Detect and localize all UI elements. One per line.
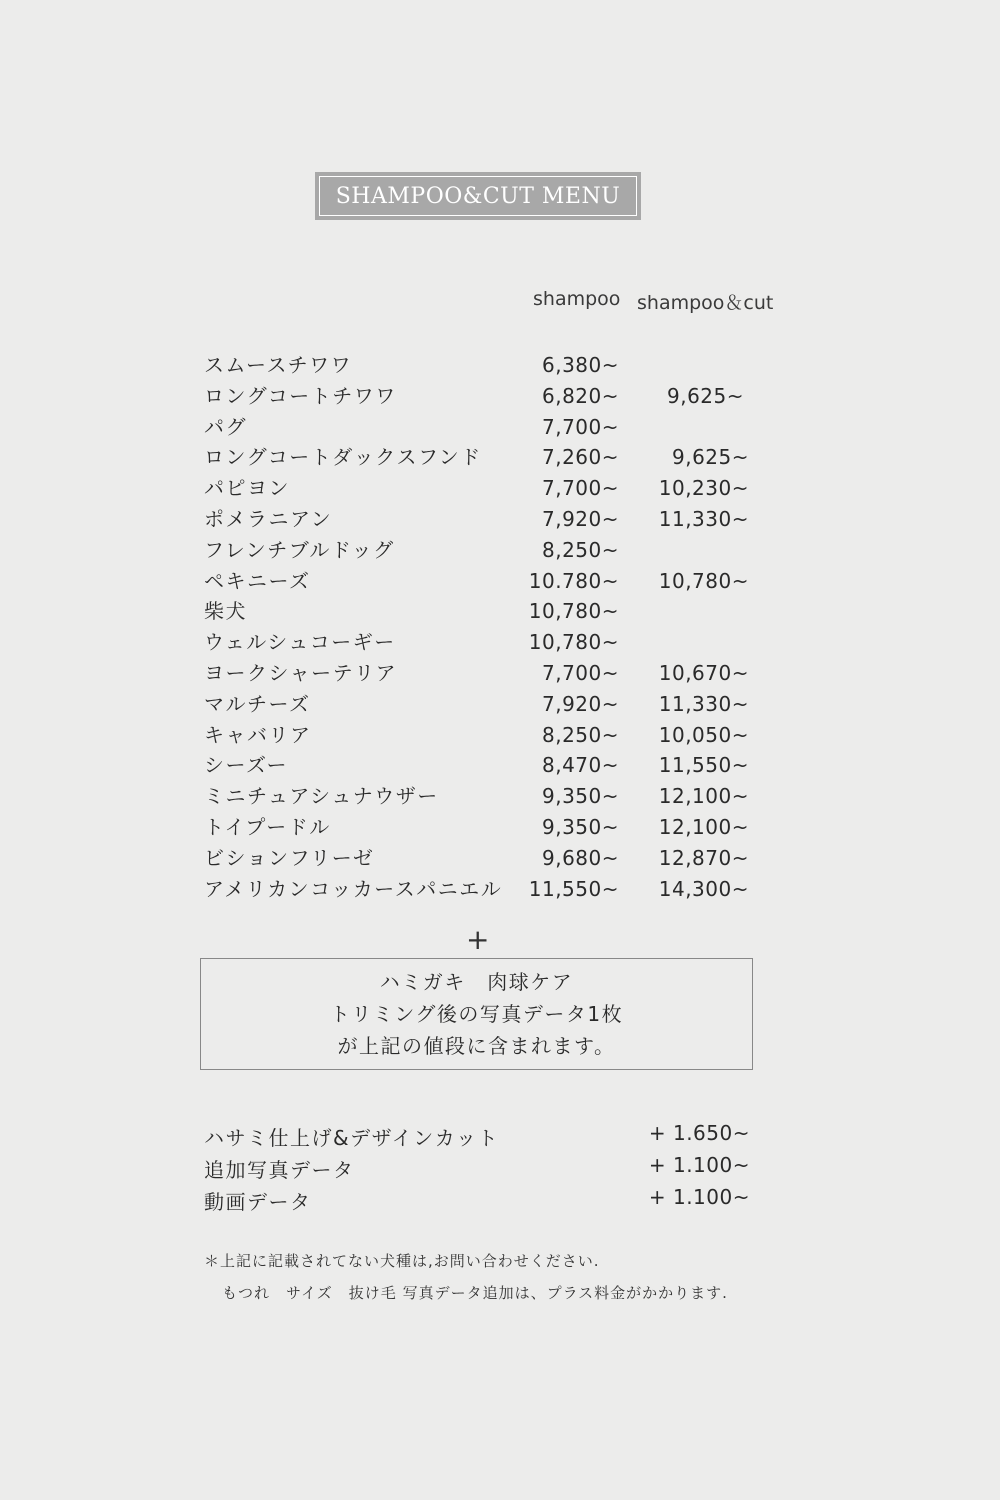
shampoo-cut-price: 12,100~ (658, 784, 749, 809)
note-line-2: もつれ サイズ 抜け毛 写真データ追加は、プラス料金がかかります. (222, 1284, 728, 1302)
addon-row (204, 1152, 754, 1184)
shampoo-price: 8,250~ (541, 722, 619, 747)
shampoo-price: 8,250~ (541, 537, 619, 562)
price-row (204, 350, 764, 381)
price-row (204, 596, 764, 627)
breed-name: ヨークシャーテリア (204, 660, 398, 685)
breed-name: パピヨン (204, 476, 290, 501)
price-row (204, 689, 764, 720)
inclusion-line-2: トリミング後の写真データ1枚 (329, 1002, 624, 1026)
shampoo-cut-price: 14,300~ (658, 876, 749, 901)
shampoo-price: 6,380~ (541, 353, 619, 377)
shampoo-price: 9,350~ (541, 814, 619, 839)
price-row (204, 412, 764, 443)
breed-name: マルチーズ (204, 691, 311, 716)
breed-name: ペキニーズ (204, 568, 311, 593)
shampoo-price: 7,920~ (541, 691, 619, 716)
price-list (204, 350, 764, 904)
price-row (204, 627, 764, 658)
inclusion-box (200, 958, 753, 1070)
column-header-shampoo-cut: shampoo＆cut (637, 292, 774, 314)
price-row (204, 812, 764, 843)
price-row (204, 843, 764, 874)
shampoo-cut-price: 10,670~ (658, 660, 749, 685)
breed-name: スムースチワワ (204, 353, 353, 377)
inclusion-line-1: ハミガキ 肉球ケア (379, 970, 574, 994)
shampoo-price: 7,260~ (541, 445, 619, 470)
price-row (204, 442, 764, 473)
shampoo-cut-price: 9,625~ (666, 383, 744, 408)
addon-name: 動画データ (204, 1190, 312, 1214)
shampoo-price: 11,550~ (528, 876, 619, 901)
price-row (204, 720, 764, 751)
addon-price: + 1.100~ (648, 1153, 750, 1177)
shampoo-price: 7,920~ (541, 506, 619, 531)
addon-list (204, 1120, 754, 1216)
breed-name: ビションフリーゼ (204, 845, 375, 870)
shampoo-price: 7,700~ (541, 414, 619, 439)
shampoo-cut-price: 10,780~ (658, 568, 749, 593)
breed-name: ロングコートダックスフンド (204, 445, 482, 470)
breed-name: キャバリア (204, 722, 312, 747)
shampoo-price: 10,780~ (528, 630, 619, 655)
shampoo-price: 9,680~ (541, 845, 619, 870)
column-header-shampoo: shampoo (533, 288, 621, 310)
addon-row (204, 1120, 754, 1152)
breed-name: ウェルシュコーギー (204, 630, 396, 655)
breed-name: ポメラニアン (204, 506, 333, 531)
price-row (204, 781, 764, 812)
shampoo-price: 10,780~ (528, 599, 619, 624)
price-row (204, 535, 764, 566)
shampoo-price: 7,700~ (541, 476, 619, 501)
shampoo-price: 6,820~ (541, 383, 619, 408)
addon-row (204, 1184, 754, 1216)
price-row (204, 658, 764, 689)
shampoo-price: 9,350~ (541, 784, 619, 809)
price-row (204, 750, 764, 781)
shampoo-cut-price: 11,550~ (658, 753, 749, 778)
price-row (204, 473, 764, 504)
shampoo-cut-price: 11,330~ (658, 506, 749, 531)
price-row (204, 504, 764, 535)
addon-name: 追加写真データ (204, 1158, 355, 1182)
breed-name: トイプードル (204, 814, 331, 839)
addon-price: + 1.100~ (648, 1185, 750, 1209)
inclusion-line-3: が上記の値段に含まれます。 (337, 1034, 616, 1058)
shampoo-cut-price: 12,100~ (658, 814, 749, 839)
breed-name: パグ (204, 414, 247, 439)
addon-price: + 1.650~ (648, 1121, 750, 1145)
shampoo-price: 8,470~ (541, 753, 619, 778)
menu-title: SHAMPOO&CUT MENU (319, 176, 637, 216)
breed-name: シーズー (204, 753, 288, 778)
note-line-1: ＊上記に記載されてない犬種は,お問い合わせください. (204, 1252, 600, 1270)
price-row (204, 874, 764, 905)
shampoo-price: 10.780~ (528, 568, 619, 593)
breed-name: 柴犬 (204, 599, 247, 624)
plus-sign: + (466, 923, 490, 956)
shampoo-cut-price: 12,870~ (658, 845, 749, 870)
breed-name: ロングコートチワワ (204, 383, 397, 408)
shampoo-cut-price: 9,625~ (671, 445, 749, 470)
menu-title-box (315, 172, 641, 220)
breed-name: アメリカンコッカースパニエル (204, 876, 503, 901)
breed-name: ミニチュアシュナウザー (204, 784, 439, 809)
price-row (204, 566, 764, 597)
shampoo-cut-price: 10,050~ (658, 722, 749, 747)
addon-name: ハサミ仕上げ&デザインカット (204, 1126, 499, 1150)
shampoo-cut-price: 10,230~ (658, 476, 749, 501)
shampoo-price: 7,700~ (541, 660, 619, 685)
shampoo-cut-price: 11,330~ (658, 691, 749, 716)
price-row (204, 381, 764, 412)
breed-name: フレンチブルドッグ (204, 537, 395, 562)
